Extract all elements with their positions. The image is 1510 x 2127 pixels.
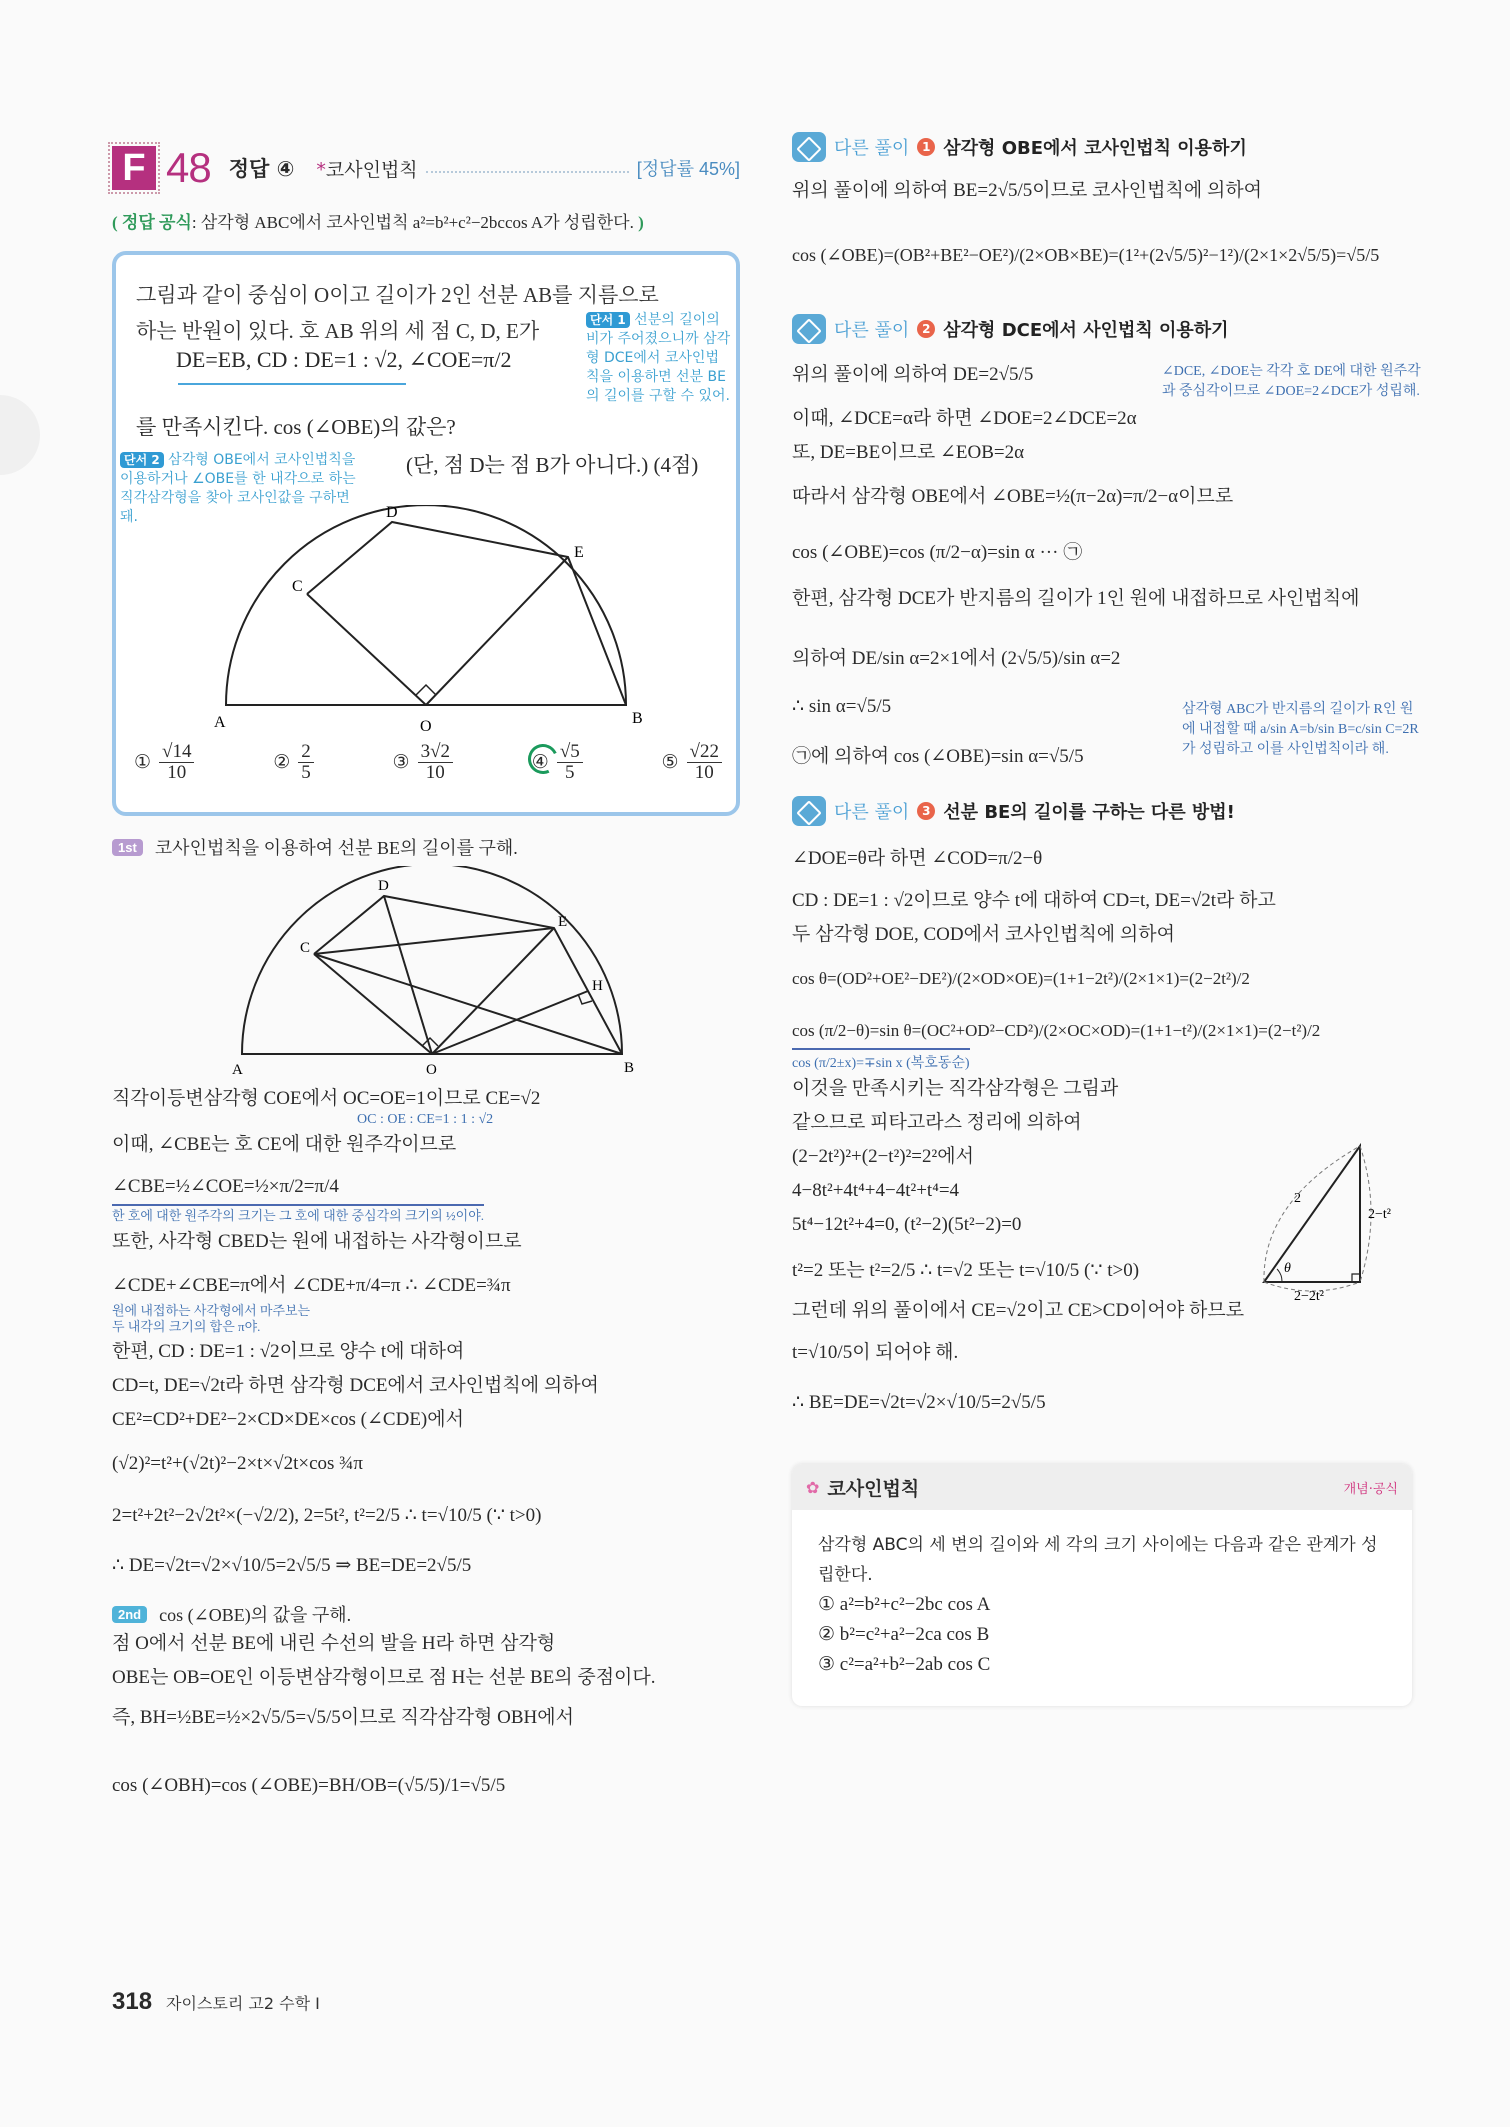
- alt-solution-2-header: [792, 312, 1422, 346]
- question-number: 48: [166, 144, 211, 191]
- numerator: 3√2: [418, 742, 453, 763]
- solution-line: CD=t, DE=√2t라 하면 삼각형 DCE에서 코사인법칙에 의하여: [112, 1375, 599, 1396]
- solution-line: 또, DE=BE이므로 ∠EOB=2α: [792, 442, 1025, 463]
- formula-text: : 삼각형 ABC에서 코사인법칙 a²=b²+c²−2bccos A가 성립한다.: [191, 213, 634, 232]
- dice-icon: [792, 314, 826, 344]
- solution-figure: [172, 866, 692, 1076]
- solution-line: 위의 풀이에 의하여 DE=2√5/5: [792, 364, 1034, 385]
- solution-line: 이때, ∠DCE=α라 하면 ∠DOE=2∠DCE=2α: [792, 408, 1137, 429]
- concept-title: 코사인법칙: [827, 1477, 920, 1500]
- formula-item: ② b²=c²+a²−2ca cos B: [818, 1624, 990, 1645]
- side-note: 두 내각의 크기의 합은 π야.: [112, 1319, 261, 1334]
- label-A: A: [214, 714, 226, 731]
- star-icon: *: [316, 158, 326, 181]
- number-badge: 3: [917, 802, 935, 820]
- problem-note: (단, 점 D는 점 B가 아니다.) (4점): [406, 453, 699, 477]
- side-note: cos (π/2±x)=∓sin x (복호동순): [792, 1048, 970, 1072]
- solution-line: 한편, CD : DE=1 : √2이므로 양수 t에 대하여: [112, 1341, 465, 1362]
- question-header: [112, 140, 740, 196]
- step-2-header: [112, 1601, 740, 1627]
- choice-number: ①: [134, 751, 152, 773]
- semicircle-figure: [196, 505, 656, 735]
- svg-text:2: 2: [1294, 1191, 1301, 1206]
- svg-text:θ: θ: [1284, 1261, 1291, 1276]
- answer-choices: [134, 742, 724, 783]
- hint-tag: 단서 1: [586, 312, 630, 328]
- solution-line: 이때, ∠CBE는 호 CE에 대한 원주각이므로: [112, 1134, 457, 1155]
- solution-line: 5t⁴−12t²+4=0, (t²−2)(5t²−2)=0: [792, 1214, 1022, 1235]
- solution-line: 4−8t²+4t⁴+4−4t²+t⁴=4: [792, 1180, 960, 1201]
- page-footer: [112, 1988, 320, 2016]
- step-1-body: [112, 1082, 740, 1583]
- solution-line: t²=2 또는 t²=2/5 ∴ t=√2 또는 t=√10/5 (∵ t>0): [792, 1260, 1140, 1281]
- concept-box: [792, 1464, 1412, 1706]
- bracket-open: (: [112, 213, 118, 232]
- book-title: 자이스토리 고2 수학 I: [166, 1994, 320, 2013]
- hint-1: [586, 311, 731, 406]
- solution-line: ∴ sin α=√5/5: [792, 696, 892, 717]
- hint-text: 삼각형 OBE에서 코사인법칙을 이용하거나 ∠OBE를 한 내각으로 하는 직각삼각형을 찾아 코사인값을 구하면 돼.: [120, 452, 356, 525]
- bracket-close: ): [638, 213, 644, 232]
- alt-solution-1-header: [792, 130, 1422, 164]
- choice-number: ②: [273, 751, 291, 773]
- solution-line: (2−2t²)²+(2−t²)²=2²에서: [792, 1146, 974, 1167]
- solution-line: 두 삼각형 DOE, COD에서 코사인법칙에 의하여: [792, 924, 1175, 945]
- formula-item: ① a²=b²+c²−2bc cos A: [818, 1594, 991, 1615]
- problem-condition: DE=EB, CD : DE=1 : √2, ∠COE=π/2: [176, 347, 512, 372]
- denominator: 10: [425, 761, 445, 783]
- solution-line: CE²=CD²+DE²−2×CD×DE×cos (∠CDE)에서: [112, 1409, 464, 1430]
- concept-text: 삼각형 ABC의 세 변의 길이와 세 각의 크기 사이에는 다음과 같은 관계가 성립한다.: [818, 1535, 1378, 1585]
- choice-2[interactable]: [273, 742, 316, 783]
- formula-item: ③ c²=a²+b²−2ab cos C: [818, 1654, 991, 1675]
- alt-solution-3-body: [792, 842, 1422, 1420]
- denominator: 10: [167, 761, 187, 783]
- solution-line: cos (π/2−θ)=sin θ=(OC²+OD²−CD²)/(2×OC×OD)=(1+1−t²)/(2×1×1)=(2−t²)/2: [792, 1021, 1321, 1040]
- label-B: B: [632, 710, 643, 727]
- solution-line: 한편, 삼각형 DCE가 반지름의 길이가 1인 원에 내접하므로 사인법칙에: [792, 588, 1360, 609]
- solution-line: ∴ DE=√2t=√2×√10/5=2√5/5 ⇒ BE=DE=2√5/5: [112, 1555, 472, 1576]
- label-E: E: [574, 544, 584, 561]
- problem-line-2: 하는 반원이 있다. 호 AB 위의 세 점 C, D, E가: [136, 319, 540, 343]
- alt-title: 선분 BE의 길이를 구하는 다른 방법!: [943, 802, 1235, 823]
- choice-number: ④: [531, 751, 549, 773]
- correct-rate: [정답률 45%]: [636, 159, 740, 179]
- solution-line: 점 O에서 선분 BE에 내린 수선의 발을 H라 하면 삼각형: [112, 1633, 556, 1654]
- dice-icon: [792, 132, 826, 162]
- solution-line: 즉, BH=½BE=½×2√5/5=√5/5이므로 직각삼각형 OBH에서: [112, 1707, 574, 1728]
- solution-line: ∴ BE=DE=√2t=√2×√10/5=2√5/5: [792, 1392, 1046, 1413]
- step-badge: 1st: [112, 839, 143, 856]
- numerator: √5: [557, 742, 583, 763]
- side-note: OC : OE : CE=1 : 1 : √2: [357, 1112, 494, 1127]
- svg-text:D: D: [378, 878, 389, 894]
- solution-line: 그런데 위의 풀이에서 CE=√2이고 CE>CD이어야 하므로: [792, 1300, 1245, 1321]
- number-badge: 2: [917, 320, 935, 338]
- solution-line: 같으므로 피타고라스 정리에 의하여: [792, 1112, 1082, 1133]
- numerator: 2: [298, 742, 314, 763]
- alt-title: 삼각형 DCE에서 사인법칙 이용하기: [943, 320, 1229, 341]
- choice-3[interactable]: [393, 742, 455, 783]
- denominator: 10: [694, 761, 714, 783]
- concept-body: [792, 1510, 1412, 1706]
- alt-label: 다른 풀이: [834, 802, 910, 823]
- numerator: √14: [159, 742, 194, 763]
- solution-line: 직각이등변삼각형 COE에서 OC=OE=1이므로 CE=√2: [112, 1088, 541, 1109]
- concept-header: [792, 1464, 1412, 1510]
- step-title: 코사인법칙을 이용하여 선분 BE의 길이를 구해.: [154, 838, 518, 858]
- hint-text: 선분의 길이의 비가 주어졌으니까 삼각형 DCE에서 코사인법칙을 이용하면 선분 BE의 길이를 구할 수 있어.: [586, 312, 731, 404]
- svg-text:O: O: [426, 1062, 437, 1076]
- choice-4-selected[interactable]: [532, 742, 585, 783]
- solution-line: (√2)²=t²+(√2t)²−2×t×√2t×cos ¾π: [112, 1453, 364, 1474]
- svg-text:H: H: [592, 978, 603, 994]
- step-badge: 2nd: [112, 1606, 147, 1623]
- number-badge: 1: [917, 138, 935, 156]
- solution-line: ∠CBE=½∠COE=½×π/2=π/4: [112, 1176, 339, 1197]
- formula-label: 정답 공식: [121, 213, 192, 232]
- solution-line: 위의 풀이에 의하여 BE=2√5/5이므로 코사인법칙에 의하여: [792, 180, 1263, 201]
- solution-line: 의하여 DE/sin α=2×1에서 (2√5/5)/sin α=2: [792, 648, 1121, 669]
- side-note: 원에 내접하는 사각형에서 마주보는: [112, 1303, 311, 1318]
- label-O: O: [420, 718, 432, 735]
- denominator: 5: [565, 761, 575, 783]
- solution-line: cos (∠OBH)=cos (∠OBE)=BH/OB=(√5/5)/1=√5/5: [112, 1775, 506, 1796]
- right-triangle-figure: [1242, 1142, 1422, 1302]
- left-column: [112, 140, 740, 1803]
- concept-tag: 개념·공식: [1343, 1481, 1398, 1497]
- denominator: 5: [301, 761, 311, 783]
- solution-line: ∠DOE=θ라 하면 ∠COD=π/2−θ: [792, 848, 1043, 869]
- choice-5[interactable]: [662, 742, 724, 783]
- right-column: [792, 130, 1422, 1706]
- hint-tag: 단서 2: [120, 452, 164, 468]
- solution-line: OBE는 OB=OE인 이등변삼각형이므로 점 H는 선분 BE의 중점이다.: [112, 1667, 656, 1688]
- solution-line: 또한, 사각형 CBED는 원에 내접하는 사각형이므로: [112, 1231, 522, 1252]
- flower-icon: ✿: [806, 1477, 820, 1497]
- dice-icon: [792, 796, 826, 826]
- problem-question: 를 만족시킨다. cos (∠OBE)의 값은?: [136, 415, 456, 439]
- numerator: √22: [687, 742, 722, 763]
- section-badge: F: [112, 146, 156, 190]
- page-edge-mark: [0, 395, 40, 475]
- solution-line: ㉠에 의하여 cos (∠OBE)=sin α=√5/5: [792, 746, 1084, 767]
- solution-line: ∠CDE+∠CBE=π에서 ∠CDE+π/4=π ∴ ∠CDE=¾π: [112, 1275, 511, 1296]
- solution-line: 2=t²+2t²−2√2t²×(−√2/2), 2=5t², t²=2/5 ∴ t=√10/5 (∵ t>0): [112, 1505, 542, 1526]
- side-note: 삼각형 ABC가 반지름의 길이가 R인 원에 내접할 때 a/sin A=b/sin B=c/sin C=2R가 성립하고 이를 사인법칙이라 해.: [1182, 702, 1419, 757]
- side-note: ∠DCE, ∠DOE는 각각 호 DE에 대한 원주각과 중심각이므로 ∠DOE=2∠DCE가 성립해.: [1162, 364, 1421, 399]
- topic-label: 코사인법칙: [325, 158, 418, 181]
- side-note: 한 호에 대한 원주각의 크기는 그 호에 대한 중심각의 크기의 ½이야.: [112, 1204, 484, 1224]
- step-2-body: [112, 1627, 740, 1803]
- alt-label: 다른 풀이: [834, 138, 910, 159]
- dotted-leader: [426, 171, 629, 173]
- choice-1[interactable]: [134, 742, 196, 783]
- step-title: cos (∠OBE)의 값을 구해.: [159, 1605, 352, 1625]
- svg-text:2−2t²: 2−2t²: [1294, 1289, 1324, 1302]
- choice-number: ⑤: [661, 751, 679, 773]
- answer-formula: [112, 208, 740, 233]
- problem-line-1: 그림과 같이 중심이 O이고 길이가 2인 선분 AB를 지름으로: [136, 283, 659, 307]
- alt-solution-2-body: [792, 358, 1422, 774]
- alt-title: 삼각형 OBE에서 코사인법칙 이용하기: [943, 138, 1247, 159]
- svg-text:C: C: [300, 940, 311, 956]
- alt-solution-3-header: [792, 794, 1422, 828]
- alt-label: 다른 풀이: [834, 320, 910, 341]
- solution-line: cos (∠OBE)=(OB²+BE²−OE²)/(2×OB×BE)=(1²+(2√5/5)²−1²)/(2×1×2√5/5)=√5/5: [792, 245, 1380, 265]
- svg-text:2−t²: 2−t²: [1368, 1207, 1391, 1222]
- solution-line: cos θ=(OD²+OE²−DE²)/(2×OD×OE)=(1+1−2t²)/(2×1×1)=(2−2t²)/2: [792, 969, 1250, 988]
- condition-underline: [178, 383, 406, 385]
- solution-line: CD : DE=1 : √2이므로 양수 t에 대하여 CD=t, DE=√2t라 하고: [792, 890, 1276, 911]
- topic: [316, 155, 417, 182]
- solution-line: 따라서 삼각형 OBE에서 ∠OBE=½(π−2α)=π/2−α이므로: [792, 486, 1234, 507]
- label-D: D: [386, 505, 398, 521]
- svg-text:A: A: [232, 1062, 243, 1076]
- step-1-header: [112, 834, 740, 860]
- solution-line: 이것을 만족시키는 직각삼각형은 그림과: [792, 1078, 1119, 1099]
- solution-line: cos (∠OBE)=cos (π/2−α)=sin α ··· ㉠: [792, 542, 1083, 563]
- solution-line: t=√10/5이 되어야 해.: [792, 1342, 959, 1363]
- answer-label: 정답 ④: [228, 157, 295, 181]
- choice-number: ③: [392, 751, 410, 773]
- page-number: 318: [112, 1988, 153, 2015]
- problem-box: [112, 251, 740, 816]
- svg-text:E: E: [558, 914, 568, 930]
- alt-solution-1-body: [792, 174, 1422, 272]
- label-C: C: [292, 578, 303, 595]
- svg-text:B: B: [624, 1060, 635, 1076]
